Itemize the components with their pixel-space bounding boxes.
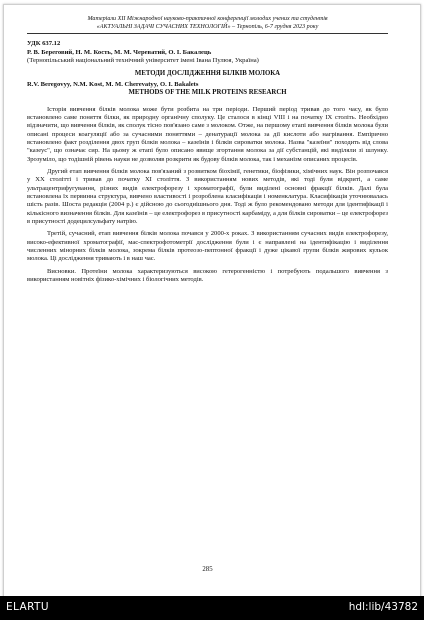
handle-identifier[interactable]: hdl:lib/43782 bbox=[348, 601, 418, 613]
running-header bbox=[27, 15, 388, 31]
page-number: 285 bbox=[202, 566, 213, 573]
affiliation: (Тернопільський національний технічний університет імені Івана Пулюя, Україна) bbox=[27, 57, 259, 64]
paper-title: МЕТОДИ ДОСЛІДЖЕННЯ БІЛКІВ МОЛОКА bbox=[134, 69, 281, 77]
running-header-line-1: Матеріали XII Міжнародної науково-практичної конференції молодих учених та студентів bbox=[87, 16, 328, 22]
authors-english: R.V. Beregovyy, N.M. Kost, M. M. Cherevatyy, O. I. Bakalets bbox=[27, 80, 199, 88]
authors: Р. В. Береговий, Н. М. Кость, М. М. Череватий, О. І. Бакалець bbox=[27, 48, 212, 56]
running-header-line-2: «АКТУАЛЬНІ ЗАДАЧІ СУЧАСНИХ ТЕХНОЛОГІЙ» – Тернопіль, 6-7 грудня 2023 року bbox=[96, 24, 319, 30]
repository-name: ELARTU bbox=[6, 601, 49, 613]
document-page bbox=[3, 4, 421, 598]
paragraph-2: Другий етап вивчення білків молока пов'язаний з розвитком біохімії, генетики, біофізики, хімічних наук. Він розпочався у XX столітті і тривав до початку XI століття. З використанням нових методів, які тоді були відкриті, а саме ультрацентрифугування, різних видів електрофорезу і хроматографії, були виділені основні фракції білків. Далі була встановлена їх первинна структура, вивчено властивості і розроблена класифікація і номенклатура. Класифікація уточнювалась шість разів. Шоста редакція (2004 р.) є дійсною до сьогоднішнього дня. Тоді ж було рекомендовано методи для ідентифікації і кількісного визначення білків. Для казеїнів – це електрофорез в присутності карбаміду, а для білків сироватки – це електрофорез в присутності додецилсульфату натрію. bbox=[27, 167, 388, 225]
paragraph-1: Історія вивчення білків молока може бути розбита на три періоди. Перший період тривав до того часу, як було встановлено саме поняття білки, як природну органічну сполуку. Це сталося в кінці VIII і на початку IX століть. Необхідно відзначити, що вивчення білків, як сполук тісно пов'язано саме з молоком. Отже, на першому етапі вивчення білків молока були описані процеси коагуляції або за сучасними поняттями – денатурації молока за дії кислоти або нагрівання. Емпірично встановлено факт розділення двох груп білків молока – казеїнів і білків сироватки молока. Назва "казеїни" походить від слова "казеус", що означає сир. На цьому ж етапі було описано явище згортання молока за дії субстанцій, які виділяли зі шлунку. Зрозуміло, що тодішній рівень науки не дозволяв розкрити як будову білків молока, так і механізм описаних процесів. bbox=[27, 105, 388, 163]
page-content bbox=[27, 15, 388, 573]
repository-footer-bar bbox=[0, 596, 424, 620]
paper-title-english: METHODS OF THE MILK PROTEINS RESEARCH bbox=[128, 89, 287, 96]
paragraph-3: Третій, сучасний, етап вивчення білків молока почався у 2000-х роках. З використанням сучасних видів електрофорезу, високо-ефективної хроматографії, мас-спектрофотометрії дослідження були і є направлені на ідентифікацію і виділення численних мінорних білків молока, зокрема білків протеозо-пептонної фракції і дуже цікавої групи білків жирових кульок молока. Ці дослідження тривають і в наш час. bbox=[27, 230, 388, 263]
paragraph-conclusions: Висновки. Протеїни молока характеризуються високою гетерогенністю і потребують подальшого вивчення з використанням новітніх фізико-хімічних і біологічних методів. bbox=[27, 267, 388, 284]
header-rule bbox=[27, 33, 388, 34]
udk-code: УДК 637.12 bbox=[27, 40, 61, 47]
paper-body bbox=[27, 106, 388, 285]
